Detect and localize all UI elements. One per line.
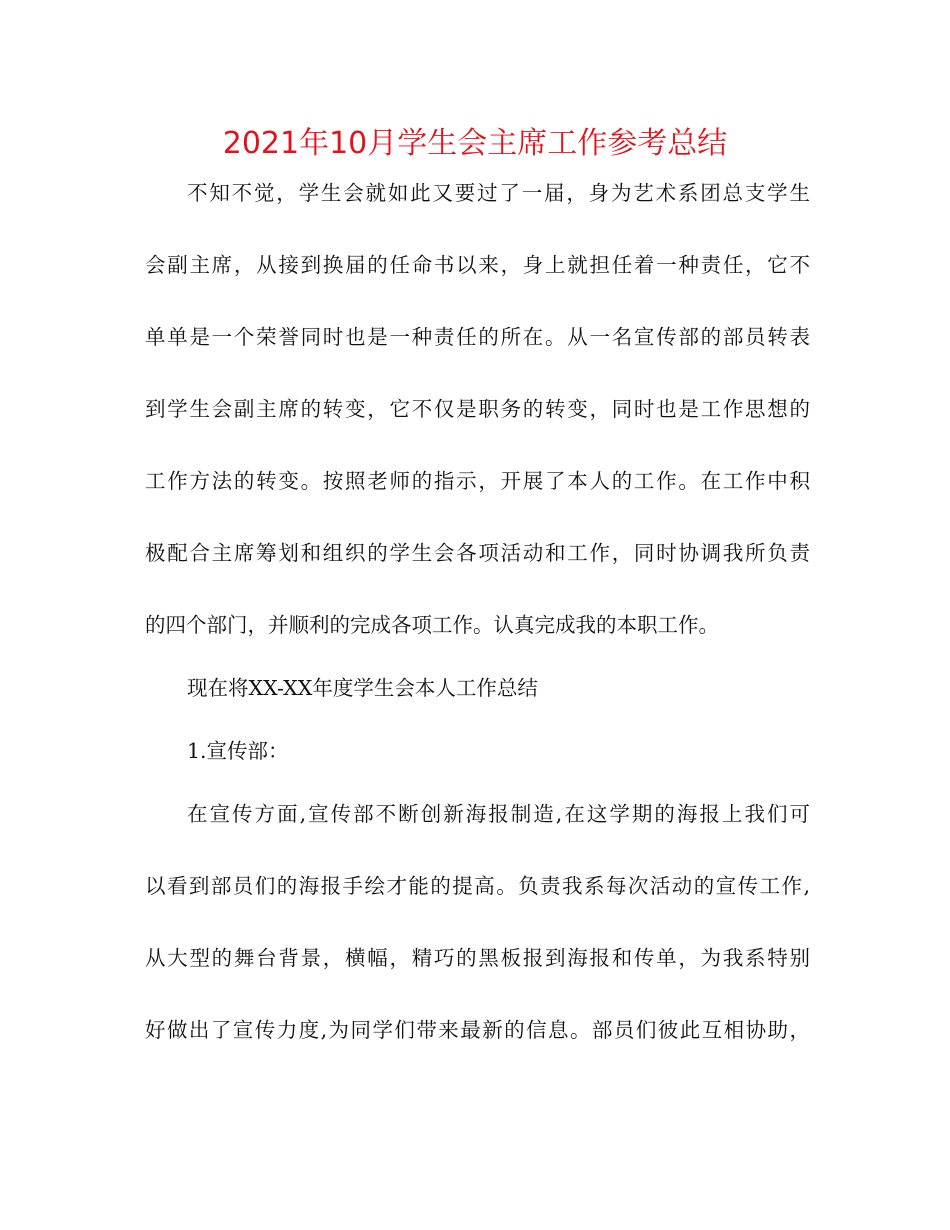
paragraph-line: 到学生会副主席的转变，它不仅是职务的转变，同时也是工作思想的 (145, 397, 810, 421)
section-intro: 现在将XX-XX年度学生会本人工作总结 (187, 676, 538, 700)
section-heading: 1.宣传部： (187, 739, 289, 763)
paragraph-line: 会副主席，从接到换届的任命书以来，身上就担任着一种责任，它不 (145, 253, 810, 277)
paragraph-line: 以看到部员们的海报手绘才能的提高。负责我系每次活动的宣传工作, (145, 874, 810, 898)
paragraph-line: 从大型的舞台背景，横幅，精巧的黑板报到海报和传单，为我系特别 (145, 946, 810, 970)
paragraph-line: 不知不觉，学生会就如此又要过了一届，身为艺术系团总支学生 (187, 181, 810, 205)
paragraph-line: 极配合主席筹划和组织的学生会各项活动和工作，同时协调我所负责 (145, 541, 810, 565)
paragraph-line: 在宣传方面,宣传部不断创新海报制造,在这学期的海报上我们可 (187, 802, 810, 826)
paragraph-line: 好做出了宣传力度,为同学们带来最新的信息。部员们彼此互相协助， (145, 1018, 810, 1042)
paragraph-line: 工作方法的转变。按照老师的指示，开展了本人的工作。在工作中积 (145, 469, 810, 493)
paragraph-line: 单单是一个荣誉同时也是一种责任的所在。从一名宣传部的部员转表 (145, 325, 810, 349)
paragraph-line: 的四个部门，并顺利的完成各项工作。认真完成我的本职工作。 (145, 613, 719, 637)
document-title: 2021年10月学生会主席工作参考总结 (222, 126, 728, 161)
